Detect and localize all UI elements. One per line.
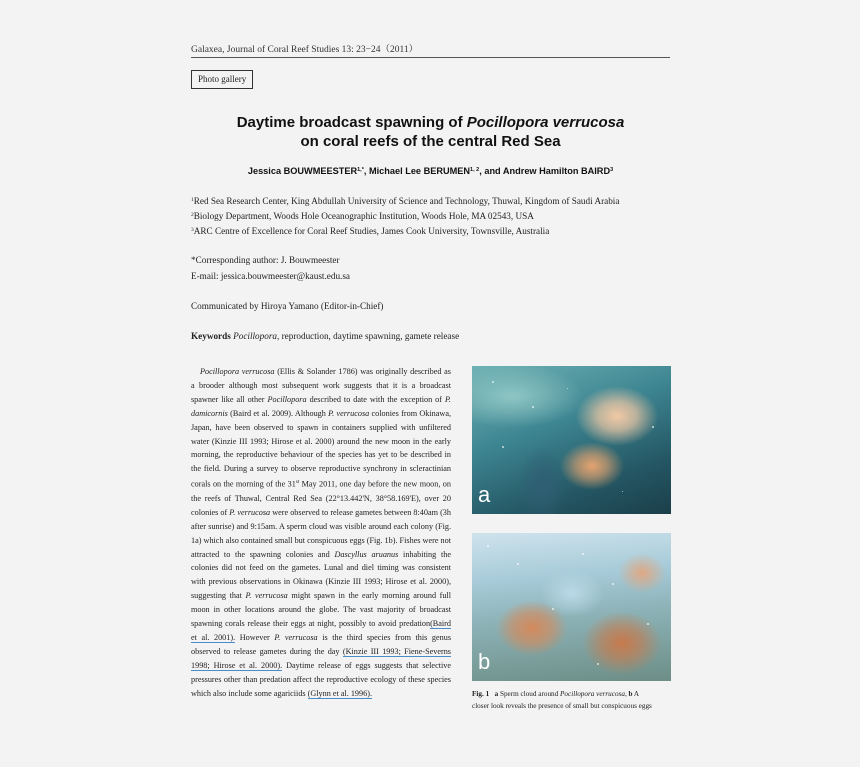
keywords [191,331,459,341]
affiliation-3 [191,226,549,236]
author-2: , Michael Lee BERUMEN [363,166,471,176]
figure-caption [472,689,671,712]
affiliation-text: ARC Centre of Excellence for Coral Reef Studies, James Cook University, Townsville, Australia [193,226,550,236]
caption-text: A [632,690,640,698]
affiliation-marker: 3 [191,227,194,233]
author-list [191,166,670,176]
keywords-label: Keywords [191,331,231,341]
text-run: inhabiting the colonies did not feed on the gametes. Lunal and diel timing was consistent with previous observations in Okinawa (Kinzie III 1993; Hirose et al. 2000), suggesting that [191,549,451,601]
text-run: described to date with the exception of [306,394,445,404]
text-run: were observed to release gametes between 8:40am (3h after sunrise) and 9:15am. A sperm cloud was visible around each colony (Fig. 1a) which also contained small but conspicuous eggs (Fig. 1b). Fishes were not attracted to the spawning colonies and [191,507,451,559]
header-rule [191,57,670,58]
citation-link[interactable]: (Baird et al. 2001). [191,619,451,642]
text-run: is the third species from this genus observed to release gametes during the day [191,632,452,656]
species-name: Pocillopora verrucosa [200,367,275,376]
species-name: P. damicornis [191,394,451,418]
text-run: However [235,632,275,642]
species-name: P. verrucosa [245,591,288,601]
caption-panel-b: b [628,690,633,698]
species-name: P. verrucosa [229,507,271,517]
citation-link[interactable]: (Kinzie III 1993; Fiene-Severns 1998; Hirose et al. 2000). [191,646,451,670]
caption-text: , [624,690,629,698]
figure-1a-photo [472,366,671,514]
text-run: Daytime release of eggs suggests that selective pressures other than predation affect the reproductive ecology of these species which also include some agariciids [191,660,451,698]
ordinal-suffix: st [295,480,300,486]
citation-link[interactable]: (Glynn et al. 1996). [307,688,372,698]
text-run: (Ellis & Solander 1786) was originally described as a brooder although most subsequent work suggests that it is a broadcast spawner like all other [191,367,451,404]
caption-figure-number: Fig. 1 [472,690,490,698]
figure-1b-photo [472,533,671,681]
keyword-genus: Pocillopora [233,331,278,341]
text-run: May 2011, one day before the new moon, on the reefs of Thuwal, Central Red Sea (22°13.442'N, 38°58.169'E), over 20 colonies of [191,479,451,517]
section-tag: Photo gallery [191,70,253,89]
author-1: Jessica BOUWMEESTER [247,166,358,176]
corresponding-author: *Corresponding author: J. Bouwmeester [191,255,340,265]
title-species: Pocillopora verrucosa [466,114,625,131]
communicated-by: Communicated by Hiroya Yamano (Editor-in-Chief) [191,301,384,311]
article-title [191,113,670,151]
caption-panel-a: a [494,690,499,698]
author-3-affil: 3 [610,167,614,173]
affiliation-text: Biology Department, Woods Hole Oceanographic Institution, Woods Hole, MA 02543, USA [193,211,534,221]
species-name: Dascyllus aruanus [334,549,399,559]
species-name: P. verrucosa [328,408,370,418]
species-name: P. verrucosa [274,632,318,642]
caption-line-2: closer look reveals the presence of small but conspicuous eggs [472,701,652,710]
author-1-affil: 1,* [357,167,364,173]
affiliation-marker: 2 [191,212,194,218]
text-run: (Baird et al. 2009). Although [227,408,329,418]
genus-name: Pocillopora [267,394,307,404]
text-run: might spawn in the early morning around full moon in other locations around the globe. The vast majority of broadcast spawning corals release their eggs at night, possibly to avoid predation [191,591,451,629]
caption-text: Sperm cloud around [498,690,561,698]
affiliation-marker: 1 [191,197,194,203]
panel-label-a: a [478,482,491,507]
keywords-rest: , reproduction, daytime spawning, gamete release [277,331,460,341]
author-3: , and Andrew Hamilton BAIRD [479,166,611,176]
title-line2: on coral reefs of the central Red Sea [300,133,561,150]
title-prefix: Daytime broadcast spawning of [236,114,467,131]
affiliation-1 [191,196,619,206]
affiliation-2 [191,211,534,221]
affiliation-text: Red Sea Research Center, King Abdullah University of Science and Technology, Thuwal, Kingdom of Saudi Arabia [193,196,620,206]
caption-species: Pocillopora verrucosa [560,690,625,698]
journal-header: Galaxea, Journal of Coral Reef Studies 13: 23−24（2011） [191,45,419,55]
body-paragraph [191,365,451,700]
text-run: colonies from Okinawa, Japan, have been observed to spawn in containers supplied with unfiltered water (Kinzie III 1993; Hirose et al. 2000) around the new moon in the early morning, the reproductive behaviour of the species has yet to be described in the field. During a survey to observe reproductive synchrony in scleractinian corals on the morning of the 31 [191,408,451,489]
corresponding-email: E-mail: jessica.bouwmeester@kaust.edu.sa [191,271,350,281]
panel-label-b: b [478,649,491,674]
author-2-affil: 1, 2 [470,167,480,173]
